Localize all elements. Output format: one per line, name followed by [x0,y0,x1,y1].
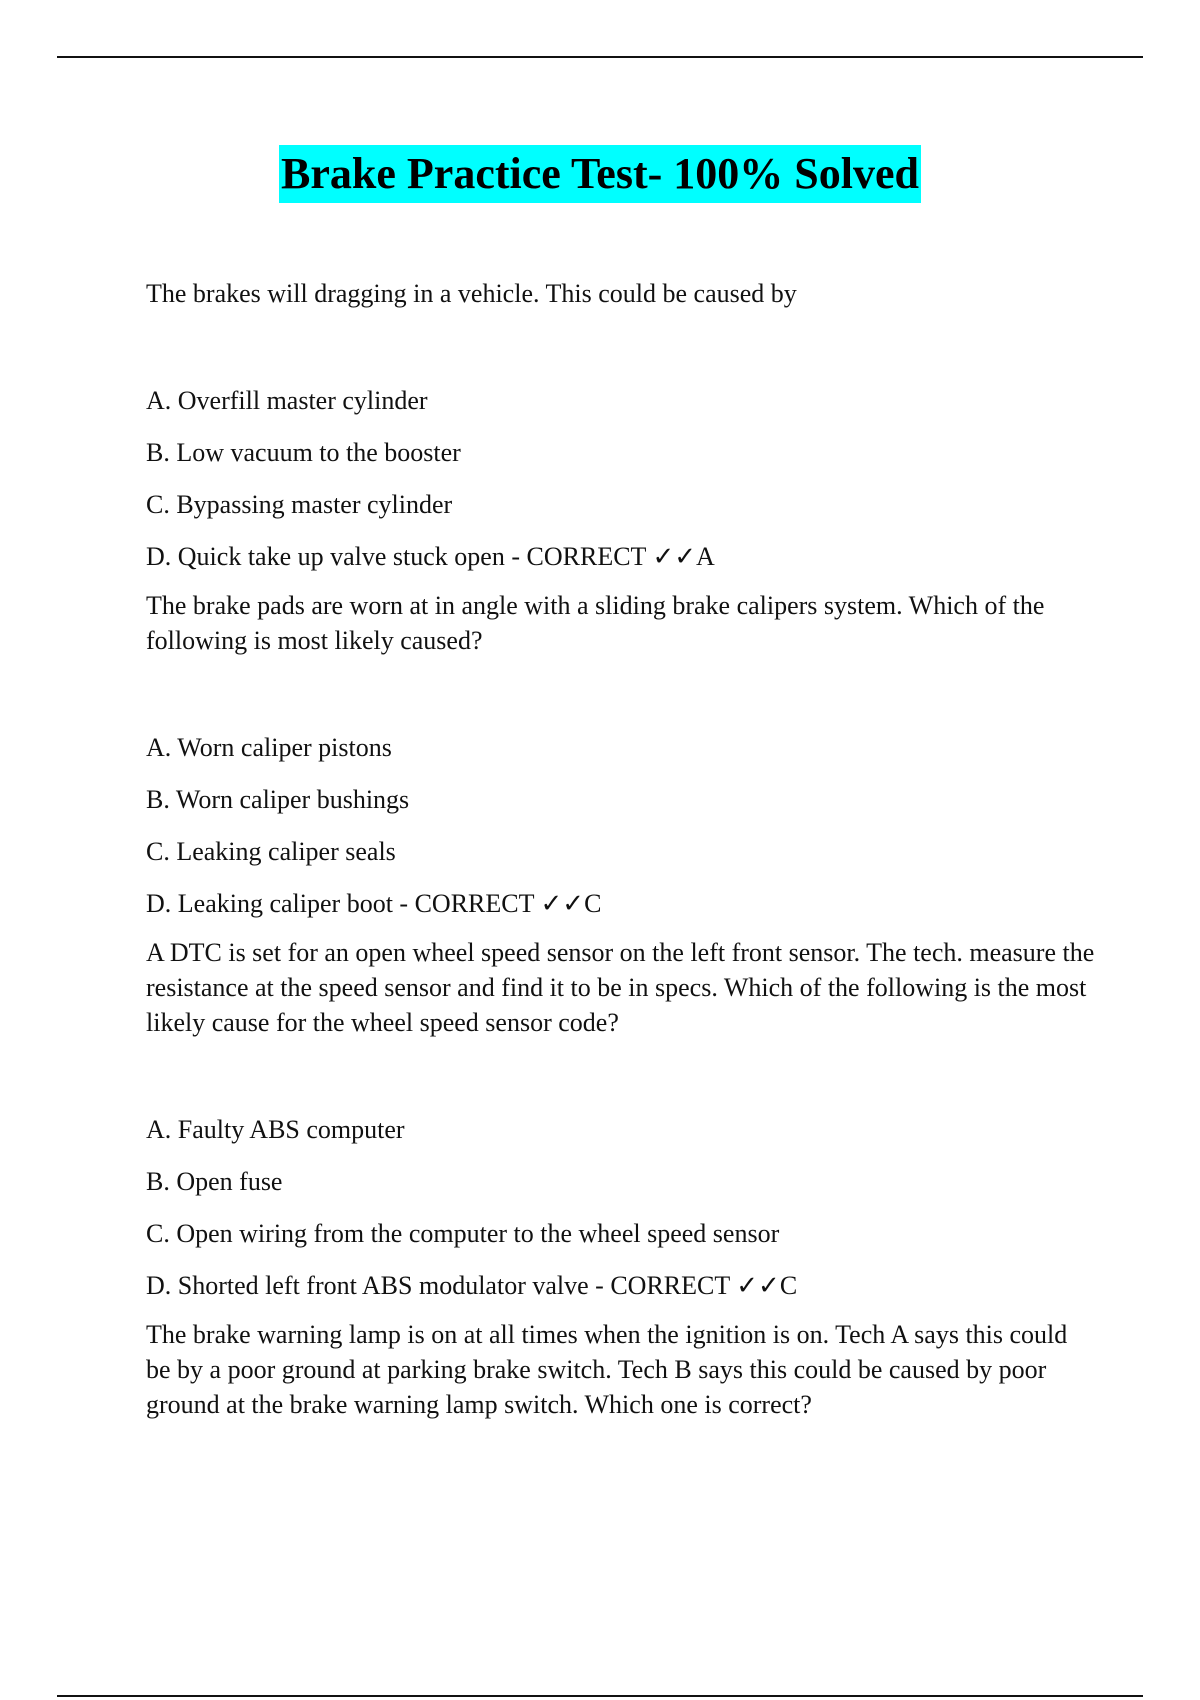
question-3 [146,935,1096,1303]
option-c: C. Open wiring from the computer to the wheel speed sensor [146,1219,780,1248]
question-1 [146,276,1096,574]
option-a: A. Worn caliper pistons [146,733,392,762]
option-b: B. Low vacuum to the booster [146,438,461,467]
question-text: A DTC is set for an open wheel speed sensor on the left front sensor. The tech. measure the resistance at the speed sensor and find it to be in specs. Which of the following is the most likely cause for the wheel speed sensor code? [146,938,1095,1037]
option-d-text: D. Quick take up valve stuck open [146,542,505,571]
option-d-text: D. Shorted left front ABS modulator valve [146,1271,589,1300]
correct-answer-label: - CORRECT ✓✓C [588,1271,798,1300]
question-text: The brake pads are worn at in angle with a sliding brake calipers system. Which of the following is most likely caused? [146,591,1045,655]
header-rule [57,56,1143,58]
question-text: The brakes will dragging in a vehicle. This could be caused by [146,279,797,308]
option-a: A. Faulty ABS computer [146,1115,405,1144]
title-container [0,145,1200,203]
document-title: Brake Practice Test- 100% Solved [279,145,921,203]
option-d-text: D. Leaking caliper boot [146,889,393,918]
question-4 [146,1317,1096,1422]
option-d [146,539,1096,574]
correct-answer-label: - CORRECT ✓✓A [504,542,715,571]
option-d [146,886,1096,921]
question-2 [146,588,1096,921]
question-text: The brake warning lamp is on at all times when the ignition is on. Tech A says this could be by a poor ground at parking brake switch. Tech B says this could be caused by poor ground at the brake warning lamp switch. Which one is correct? [146,1320,1068,1419]
option-d [146,1268,1096,1303]
option-a: A. Overfill master cylinder [146,386,428,415]
option-c: C. Bypassing master cylinder [146,490,453,519]
option-b: B. Worn caliper bushings [146,785,410,814]
option-b: B. Open fuse [146,1167,283,1196]
questions-list [146,276,1096,1494]
correct-answer-label: - CORRECT ✓✓C [392,889,602,918]
footer-rule [57,1695,1143,1697]
option-c: C. Leaking caliper seals [146,837,396,866]
